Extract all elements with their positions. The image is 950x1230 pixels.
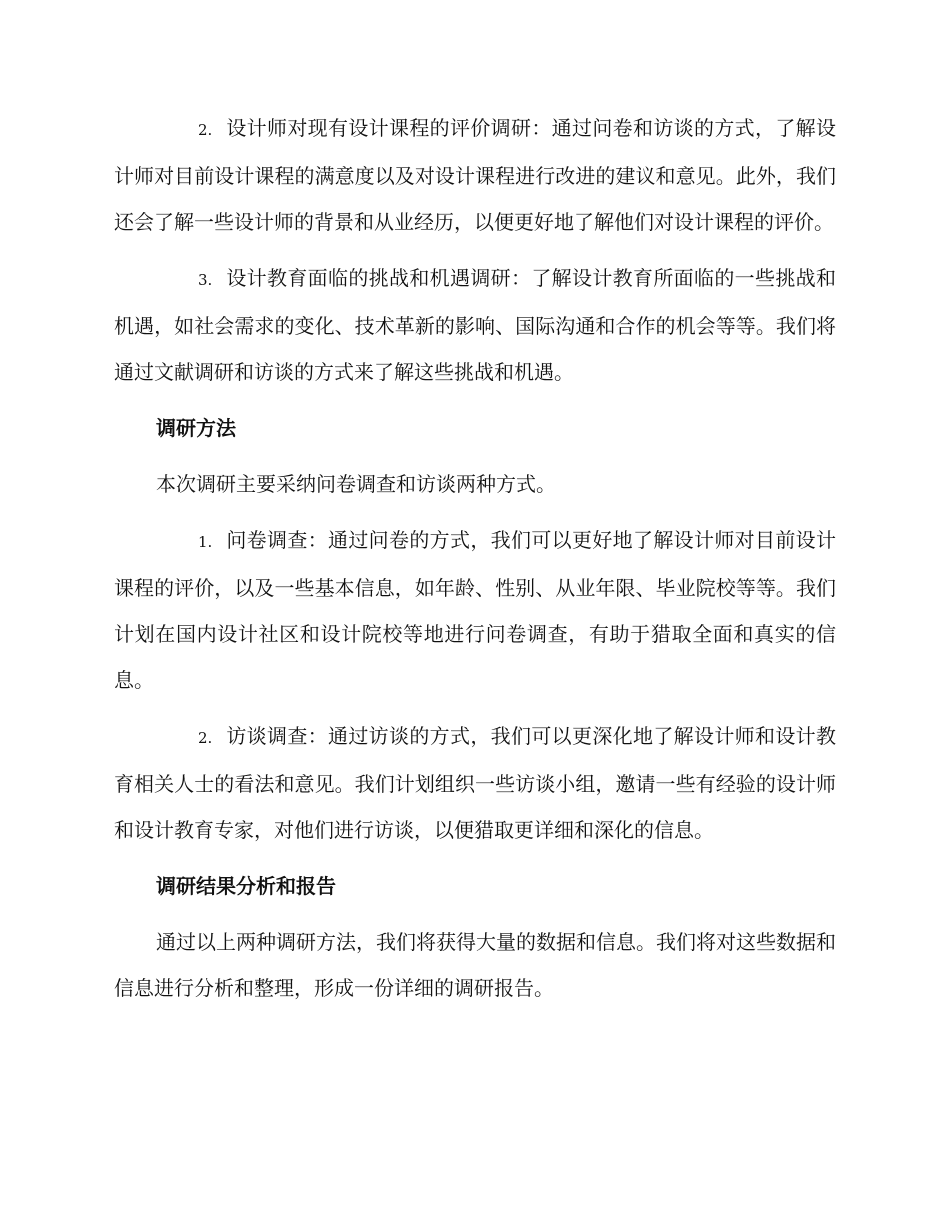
list-item-text: 设计教育面临的挑战和机遇调研：了解设计教育所面临的一些挑战和机遇，如社会需求的变化、技术革新的影响、国际沟通和合作的机会等等。我们将通过文献调研和访谈的方式来了解这些挑战和机遇。 [114, 266, 836, 384]
list-item-3-challenges [114, 255, 836, 395]
paragraph-results: 通过以上两种调研方法，我们将获得大量的数据和信息。我们将对这些数据和信息进行分析和整理，形成一份详细的调研报告。 [114, 930, 836, 1000]
list-item-text: 访谈调查：通过访谈的方式，我们可以更深化地了解设计师和设计教育相关人士的看法和意见。我们计划组织一些访谈小组，邀请一些有经验的设计师和设计教育专家，对他们进行访谈，以便猎取更详细和深化的信息。 [114, 724, 836, 842]
list-number: 2. [198, 121, 213, 139]
list-number: 2. [198, 729, 213, 747]
list-item-text: 设计师对现有设计课程的评价调研：通过问卷和访谈的方式，了解设计师对目前设计课程的满意度以及对设计课程进行改进的建议和意见。此外，我们还会了解一些设计师的背景和从业经历，以便更好地了解他们对设计课程的评价。 [114, 116, 836, 234]
paragraph-methods-intro: 本次调研主要采纳问卷调查和访谈两种方式。 [156, 472, 556, 496]
list-item-text: 问卷调查：通过问卷的方式，我们可以更好地了解设计师对目前设计课程的评价，以及一些基本信息，如年龄、性别、从业年限、毕业院校等等。我们计划在国内设计社区和设计院校等地进行问卷调查，有助于猎取全面和真实的信息。 [114, 528, 836, 692]
list-number: 3. [198, 271, 213, 289]
list-item-2-course-evaluation [114, 105, 836, 245]
list-item-2-interview [114, 713, 836, 853]
list-item-1-questionnaire [114, 517, 836, 703]
list-number: 1. [198, 533, 213, 551]
section-heading-results: 调研结果分析和报告 [156, 874, 336, 898]
section-heading-methods: 调研方法 [156, 416, 236, 440]
